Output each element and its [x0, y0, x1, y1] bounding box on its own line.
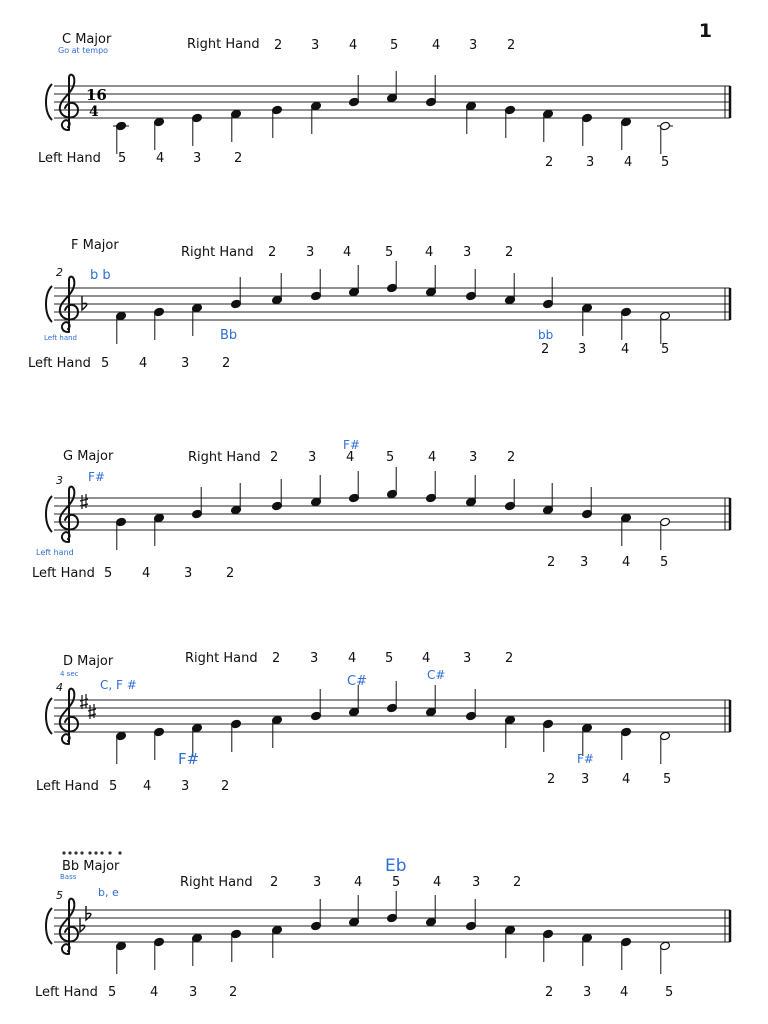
left-hand-finger: 2: [547, 555, 556, 570]
left-hand-finger: 2: [547, 772, 556, 787]
right-hand-finger: 2: [513, 875, 522, 890]
handwritten-annotation: Go at tempo: [58, 46, 109, 55]
right-hand-finger: 3: [310, 651, 319, 666]
right-hand-finger: 5: [386, 450, 395, 465]
right-hand-finger: 5: [385, 245, 394, 260]
brace-icon: [46, 698, 52, 734]
system-number: 3: [56, 474, 63, 487]
right-hand-finger: 4: [428, 450, 437, 465]
scale-title: F Major: [71, 238, 119, 253]
right-hand-finger: 4: [425, 245, 434, 260]
left-hand-finger: 4: [620, 985, 629, 1000]
right-hand-finger: 3: [306, 245, 315, 260]
sharp-icon: [80, 494, 88, 509]
brace-icon: [46, 908, 52, 944]
dot: [68, 851, 71, 854]
dot: [88, 851, 91, 854]
left-hand-label: Left Hand: [28, 356, 91, 371]
brace-icon: [46, 496, 52, 532]
left-hand-finger: 4: [156, 151, 165, 166]
sharp-icon: [88, 704, 96, 719]
scale-title: G Major: [63, 449, 114, 464]
left-hand-finger: 4: [150, 985, 159, 1000]
left-hand-finger: 5: [663, 772, 672, 787]
right-hand-finger: 5: [392, 875, 401, 890]
left-hand-finger: 4: [622, 555, 631, 570]
right-hand-finger: 4: [354, 875, 363, 890]
left-hand-finger: 5: [109, 779, 118, 794]
right-hand-finger: 5: [390, 38, 399, 53]
handwritten-annotation: F#: [178, 750, 200, 768]
left-hand-finger: 5: [661, 342, 670, 357]
right-hand-finger: 4: [433, 875, 442, 890]
left-hand-finger: 2: [545, 155, 554, 170]
right-hand-finger: 2: [505, 651, 514, 666]
page-number: 1: [698, 20, 712, 42]
left-hand-finger: 2: [234, 151, 243, 166]
left-hand-label: Left Hand: [32, 566, 95, 581]
right-hand-finger: 4: [432, 38, 441, 53]
handwritten-annotation: b b: [90, 268, 111, 283]
left-hand-finger: 2: [541, 342, 550, 357]
dot: [118, 851, 121, 854]
left-hand-finger: 4: [142, 566, 151, 581]
right-hand-finger: 4: [348, 651, 357, 666]
left-hand-finger: 5: [108, 985, 117, 1000]
dot: [80, 851, 83, 854]
left-hand-finger: 2: [545, 985, 554, 1000]
handwritten-annotation: F#: [88, 470, 105, 484]
left-hand-finger: 3: [578, 342, 587, 357]
right-hand-finger: 3: [311, 38, 320, 53]
right-hand-finger: 3: [313, 875, 322, 890]
system-number: 4: [56, 681, 63, 694]
right-hand-label: Right Hand: [185, 651, 258, 666]
right-hand-finger: 3: [308, 450, 317, 465]
handwritten-annotation: Eb: [385, 856, 407, 876]
left-hand-label: Left Hand: [38, 151, 101, 166]
handwritten-annotation: C, F #: [100, 678, 137, 692]
handwritten-annotation: C#: [347, 674, 367, 689]
left-hand-finger: 5: [118, 151, 127, 166]
right-hand-label: Right Hand: [188, 450, 261, 465]
staff-system-3: [46, 467, 730, 550]
right-hand-finger: 2: [270, 875, 279, 890]
left-hand-finger: 5: [101, 356, 110, 371]
left-hand-finger: 4: [139, 356, 148, 371]
brace-icon: [46, 286, 52, 322]
dot: [108, 851, 111, 854]
left-hand-finger: 3: [189, 985, 198, 1000]
system-number: 5: [56, 889, 63, 902]
right-hand-finger: 2: [270, 450, 279, 465]
right-hand-finger: 4: [422, 651, 431, 666]
scale-title: D Major: [63, 654, 114, 669]
right-hand-label: Right Hand: [187, 37, 260, 52]
left-hand-finger: 5: [661, 155, 670, 170]
handwritten-annotation: F#: [343, 438, 360, 452]
left-hand-finger: 4: [624, 155, 633, 170]
right-hand-label: Right Hand: [181, 245, 254, 260]
brace-icon: [46, 84, 52, 120]
left-hand-finger: 3: [193, 151, 202, 166]
staff-system-1: [46, 71, 730, 154]
staff-system-2: [46, 261, 730, 344]
left-hand-finger: 4: [622, 772, 631, 787]
left-hand-finger: 3: [181, 356, 190, 371]
time-signature-bottom: 4: [89, 104, 99, 120]
handwritten-annotation: bb: [538, 328, 554, 342]
right-hand-finger: 3: [463, 651, 472, 666]
scale-title: Bb Major: [62, 859, 120, 874]
handwritten-annotation: Left hand: [36, 548, 74, 557]
handwritten-annotation: Left hand: [44, 334, 78, 342]
left-hand-finger: 3: [181, 779, 190, 794]
left-hand-finger: 3: [586, 155, 595, 170]
staff-system-5: [46, 891, 730, 974]
left-hand-finger: 2: [226, 566, 235, 581]
flat-icon: [80, 918, 85, 932]
left-hand-finger: 4: [621, 342, 630, 357]
right-hand-finger: 4: [349, 38, 358, 53]
left-hand-finger: 3: [184, 566, 193, 581]
left-hand-finger: 2: [221, 779, 230, 794]
handwritten-dots: [62, 851, 121, 854]
handwritten-annotation: Bb: [220, 328, 238, 343]
left-hand-label: Left Hand: [36, 779, 99, 794]
handwritten-annotation: Bass: [60, 873, 77, 881]
staff-system-4: [46, 681, 730, 764]
handwritten-annotation: b, e: [98, 886, 119, 899]
right-hand-finger: 2: [268, 245, 277, 260]
flat-icon: [82, 296, 87, 310]
dot: [100, 851, 103, 854]
left-hand-finger: 3: [583, 985, 592, 1000]
left-hand-finger: 3: [581, 772, 590, 787]
left-hand-finger: 5: [660, 555, 669, 570]
handwritten-annotation: F#: [577, 752, 594, 766]
sharp-icon: [80, 694, 88, 709]
dot: [94, 851, 97, 854]
left-hand-finger: 5: [104, 566, 113, 581]
handwritten-annotation: C#: [427, 668, 446, 682]
right-hand-finger: 2: [507, 450, 516, 465]
system-number: 2: [56, 266, 63, 279]
right-hand-finger: 2: [272, 651, 281, 666]
dot: [74, 851, 77, 854]
right-hand-finger: 4: [346, 450, 355, 465]
right-hand-finger: 2: [507, 38, 516, 53]
right-hand-finger: 3: [472, 875, 481, 890]
right-hand-label: Right Hand: [180, 875, 253, 890]
left-hand-finger: 2: [229, 985, 238, 1000]
left-hand-finger: 3: [580, 555, 589, 570]
right-hand-finger: 3: [463, 245, 472, 260]
dot: [62, 851, 65, 854]
right-hand-finger: 5: [385, 651, 394, 666]
right-hand-finger: 3: [469, 450, 478, 465]
right-hand-finger: 2: [505, 245, 514, 260]
handwritten-annotation: 4 sec: [60, 670, 79, 678]
right-hand-finger: 2: [274, 38, 283, 53]
left-hand-finger: 2: [222, 356, 231, 371]
right-hand-finger: 3: [469, 38, 478, 53]
right-hand-finger: 4: [343, 245, 352, 260]
time-signature-top: 16: [86, 86, 107, 104]
left-hand-label: Left Hand: [35, 985, 98, 1000]
left-hand-finger: 4: [143, 779, 152, 794]
left-hand-finger: 5: [665, 985, 674, 1000]
scale-title: C Major: [62, 32, 112, 47]
